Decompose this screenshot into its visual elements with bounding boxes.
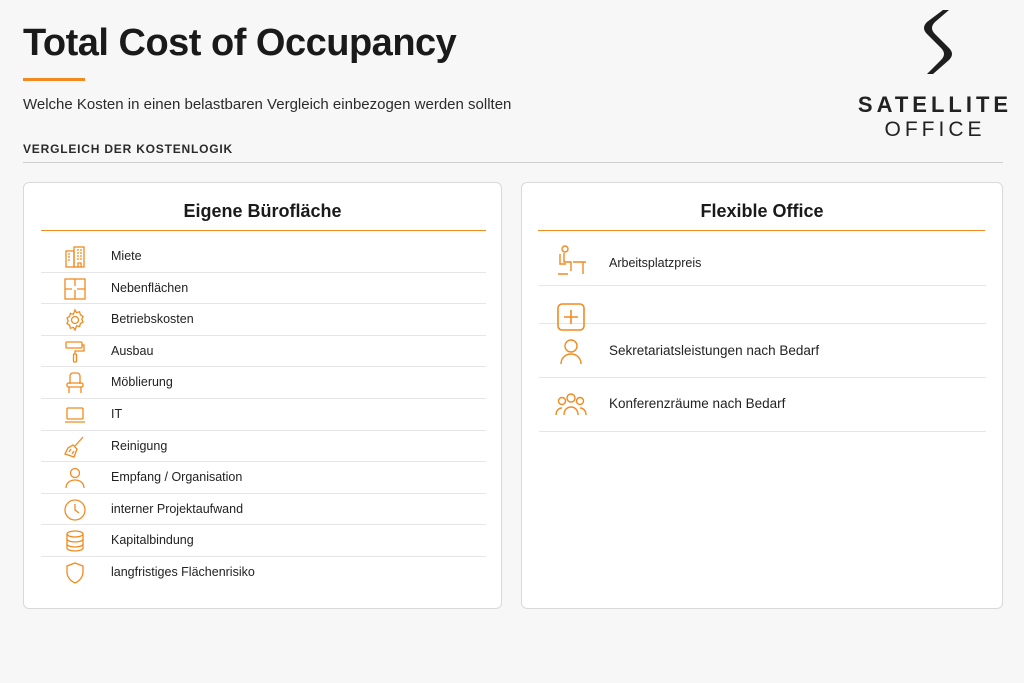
item-label: Konferenzräume nach Bedarf — [609, 396, 786, 411]
list-item — [41, 399, 486, 431]
card-flexible-office — [521, 182, 1003, 609]
section-label: VERGLEICH DER KOSTENLOGIK — [23, 142, 234, 156]
item-label: Empfang / Organisation — [111, 470, 243, 485]
chair-icon — [63, 371, 87, 395]
list-item — [41, 367, 486, 399]
gear-icon — [63, 308, 87, 332]
coins-icon — [63, 529, 87, 553]
laptop-icon — [63, 403, 87, 427]
page-title: Total Cost of Occupancy — [23, 22, 457, 64]
page-subtitle: Welche Kosten in einen belastbaren Vergleich einbezogen werden sollten — [23, 96, 512, 113]
item-label: Arbeitsplatzpreis — [609, 256, 702, 270]
list-item — [41, 431, 486, 463]
cost-list-flexible-office — [539, 241, 986, 432]
card-own-office — [23, 182, 502, 609]
card-title: Flexible Office — [700, 201, 824, 221]
list-item — [41, 241, 486, 273]
shield-icon — [63, 561, 87, 585]
list-item — [539, 324, 986, 378]
paint-roller-icon — [63, 340, 87, 364]
item-label: IT — [111, 406, 123, 421]
building-icon — [63, 245, 87, 269]
list-item — [41, 557, 486, 589]
card-title: Eigene Bürofläche — [183, 201, 342, 221]
list-item — [41, 304, 486, 336]
person-icon — [555, 336, 587, 368]
logo-text-satellite: SATELLITE — [857, 92, 1013, 117]
clock-icon — [63, 498, 87, 522]
item-label: Kapitalbindung — [111, 533, 194, 548]
desk-worker-icon — [555, 244, 587, 276]
item-label: interner Projektaufwand — [111, 501, 244, 516]
list-item — [41, 462, 486, 494]
item-label: Miete — [111, 249, 142, 263]
item-label: Möblierung — [111, 375, 173, 390]
item-label: Nebenflächen — [111, 280, 189, 295]
floorplan-icon — [63, 277, 87, 301]
item-label: Sekretariatsleistungen nach Bedarf — [609, 343, 820, 358]
brand-logo — [855, 8, 1015, 143]
item-label: Reinigung — [111, 438, 168, 453]
list-item — [539, 241, 986, 286]
broom-icon — [63, 435, 87, 459]
list-item — [41, 336, 486, 368]
list-item — [41, 525, 486, 557]
card-title-rule — [538, 230, 985, 231]
card-title-rule — [41, 230, 486, 231]
cost-list-own-office — [41, 241, 486, 589]
title-underline — [23, 78, 85, 81]
item-label: Betriebskosten — [111, 312, 194, 327]
list-item — [539, 378, 986, 432]
list-item — [539, 286, 986, 324]
logo-text-office: OFFICE — [884, 118, 986, 141]
group-icon — [555, 389, 587, 421]
item-label: Ausbau — [111, 343, 154, 358]
section-divider — [23, 162, 1003, 163]
satellite-s-logo-icon — [913, 8, 957, 76]
list-item — [41, 494, 486, 526]
item-label: langfristiges Flächenrisiko — [111, 564, 255, 579]
person-icon — [63, 466, 87, 490]
list-item — [41, 273, 486, 305]
